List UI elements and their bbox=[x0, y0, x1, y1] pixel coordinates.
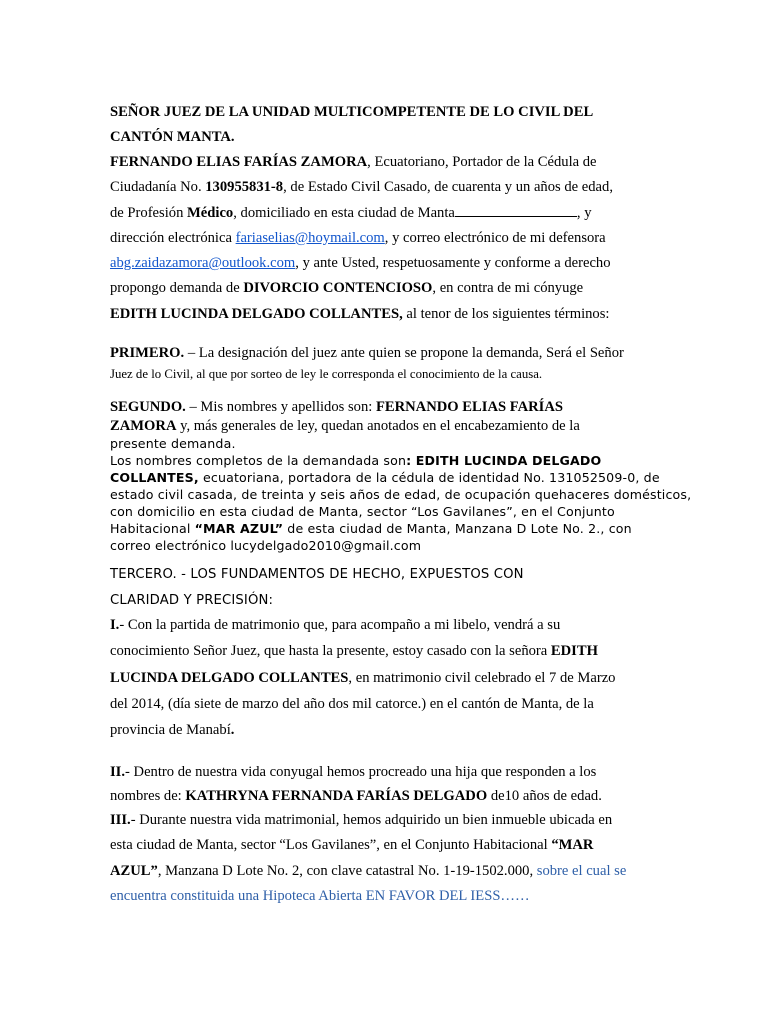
defendant-name: COLLANTES, bbox=[110, 470, 199, 486]
defendant-name: : EDITH LUCINDA DELGADO bbox=[406, 453, 602, 469]
highlighted-text: encuentra constituida una Hipoteca Abierta EN FAVOR DEL IESS…… bbox=[110, 888, 530, 905]
section-text: de esta ciudad de Manta, Manzana D Lote No. 2., con bbox=[283, 521, 632, 537]
heading-line: SEÑOR JUEZ DE LA UNIDAD MULTICOMPETENTE DE LO CIVIL DEL bbox=[110, 104, 594, 120]
section-text: nombres de: bbox=[110, 787, 186, 804]
section-text: esta ciudad de Manta, sector “Los Gavilanes”, en el Conjunto Habitacional bbox=[110, 837, 552, 854]
section-text: del 2014, (día siete de marzo del año dos mil catorce.) en el cantón de Manta, de la bbox=[110, 695, 594, 712]
defendant-name: LUCINDA DELGADO COLLANTES bbox=[110, 669, 349, 686]
document-body bbox=[110, 100, 692, 910]
section-text: - Con la partida de matrimonio que, para acompaño a mi libelo, vendrá a su bbox=[119, 617, 561, 634]
intro-text: propongo demanda de bbox=[110, 280, 244, 297]
section-text: correo electrónico lucydelgado2010@gmail.com bbox=[110, 538, 422, 554]
email-link[interactable]: fariaselias@hoymail.com bbox=[235, 229, 385, 246]
intro-text: , Ecuatoriano, Portador de la Cédula de bbox=[367, 154, 597, 170]
section-text: conocimiento Señor Juez, que hasta la presente, estoy casado con la señora bbox=[110, 643, 551, 660]
section-text: La designación del juez ante quien se propone la demanda, Será el Señor bbox=[198, 345, 624, 362]
section-text: y, más generales de ley, quedan anotados en el encabezamiento de la bbox=[176, 418, 580, 435]
plaintiff-name: ZAMORA bbox=[110, 418, 177, 435]
defendant-name: EDITH LUCINDA DELGADO COLLANTES, bbox=[110, 305, 403, 322]
section-text: , Manzana D Lote No. 2, con clave catastral No. 1-19-1502.000, bbox=[157, 862, 537, 879]
section-title-line: TERCERO. - LOS FUNDAMENTOS DE HECHO, EXPUESTOS CON bbox=[110, 567, 524, 583]
section-text: estado civil casada, de treinta y seis años de edad, de ocupación quehaceres domésticos, bbox=[110, 487, 692, 503]
tercero-iii bbox=[110, 808, 658, 910]
section-label: SEGUNDO. bbox=[110, 399, 186, 416]
section-text: provincia de Manabí bbox=[110, 722, 231, 739]
section-text: de10 años de edad. bbox=[487, 787, 602, 804]
plaintiff-name: FERNANDO ELIAS FARÍAS bbox=[375, 399, 563, 416]
profession: Médico bbox=[187, 204, 234, 221]
plaintiff-name: FERNANDO ELIAS FARÍAS ZAMORA bbox=[110, 154, 368, 170]
tercero-title bbox=[110, 562, 658, 614]
section-text: ecuatoriana, portadora de la cédula de identidad No. 131052509-0, de bbox=[198, 470, 660, 486]
section-text: Mis nombres y apellidos son: bbox=[200, 399, 376, 416]
tercero-i bbox=[110, 612, 658, 743]
daughter-name: KATHRYNA FERNANDA FARÍAS DELGADO bbox=[185, 787, 488, 804]
intro-text: Ciudadanía No. bbox=[110, 179, 206, 196]
item-number: II. bbox=[110, 763, 126, 780]
email-link[interactable]: abg.zaidazamora@outlook.com bbox=[110, 255, 296, 272]
section-title-line: CLARIDAD Y PRECISIÓN: bbox=[110, 593, 274, 609]
cedula-number: 130955831-8 bbox=[205, 179, 284, 196]
section-text: Habitacional bbox=[110, 521, 195, 537]
complex-name: AZUL” bbox=[110, 862, 158, 879]
intro-text: , y bbox=[576, 204, 592, 221]
intro-text: , domiciliado en esta ciudad de Manta bbox=[233, 204, 455, 221]
dash: – bbox=[184, 345, 199, 362]
section-text: Los nombres completos de la demandada son bbox=[110, 453, 407, 469]
intro-text: de Profesión bbox=[110, 204, 188, 221]
highlighted-text: sobre el cual se bbox=[536, 862, 627, 879]
demand-type: DIVORCIO CONTENCIOSO bbox=[243, 280, 433, 297]
heading-line: CANTÓN MANTA. bbox=[110, 129, 235, 145]
section-label: PRIMERO. bbox=[110, 345, 185, 362]
intro-text: , y ante Usted, respetuosamente y conforme a derecho bbox=[295, 255, 611, 272]
intro-text: al tenor de los siguientes términos: bbox=[402, 305, 610, 322]
section-text: Juez de lo Civil, al que por sorteo de ley le corresponda el conocimiento de la causa. bbox=[110, 367, 543, 382]
item-number: III. bbox=[110, 811, 131, 828]
section-text: - Durante nuestra vida matrimonial, hemos adquirido un bien inmueble ubicada en bbox=[130, 811, 613, 828]
intro-text: , en contra de mi cónyuge bbox=[432, 280, 584, 297]
complex-name: “MAR bbox=[551, 837, 594, 854]
intro-text: , de Estado Civil Casado, de cuarenta y un años de edad, bbox=[283, 179, 613, 196]
primero-section bbox=[110, 343, 658, 385]
tercero-ii bbox=[110, 760, 658, 808]
item-number: I. bbox=[110, 617, 120, 634]
blank-line bbox=[455, 203, 577, 217]
intro-paragraph bbox=[110, 150, 658, 327]
defendant-name: EDITH bbox=[550, 643, 598, 660]
section-text: con domicilio en esta ciudad de Manta, sector “Los Gavilanes”, en el Conjunto bbox=[110, 504, 615, 520]
period: . bbox=[230, 722, 235, 739]
complex-name: “MAR AZUL” bbox=[194, 521, 284, 537]
section-text: , en matrimonio civil celebrado el 7 de Marzo bbox=[348, 669, 616, 686]
intro-text: , y correo electrónico de mi defensora bbox=[384, 229, 606, 246]
intro-text: dirección electrónica bbox=[110, 229, 236, 246]
segundo-section bbox=[110, 397, 692, 554]
document-heading bbox=[110, 100, 658, 150]
section-text: presente demanda. bbox=[110, 436, 236, 452]
section-text: - Dentro de nuestra vida conyugal hemos procreado una hija que responden a los bbox=[125, 763, 597, 780]
dash: – bbox=[185, 399, 201, 416]
